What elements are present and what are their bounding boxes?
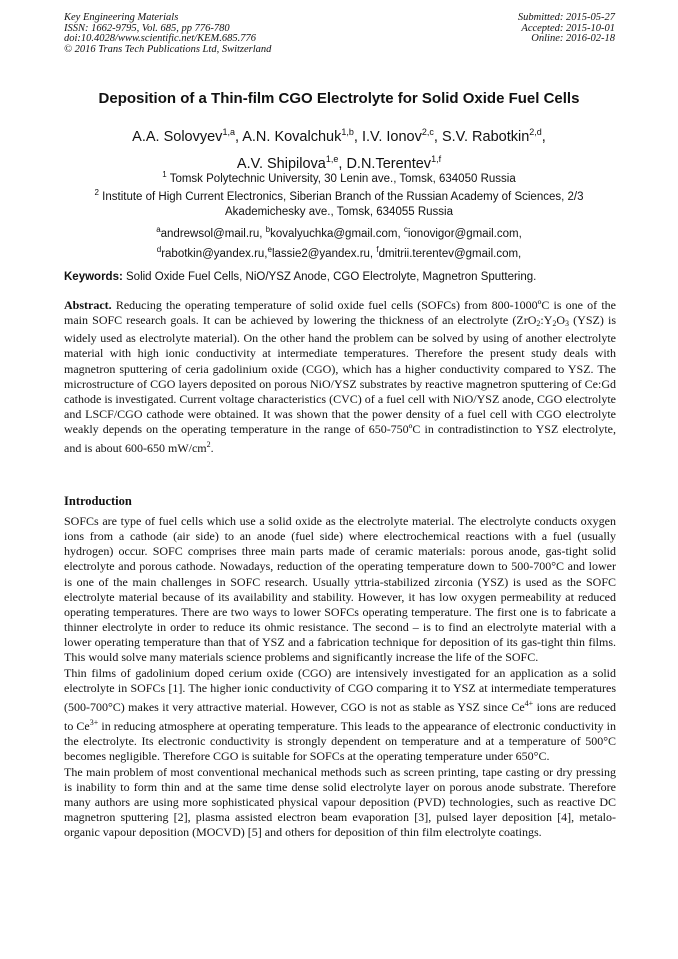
author: A.A. Solovyev$^{1,a}$	[132, 127, 235, 145]
abstract: Abstract. Reducing the operating temperature of solid oxide fuel cells (SOFCs) from 800-1000ºC is one of the main SOFC research goals. It can be achieved by lowering the thickness of an electrolyte ($ZrO_2:Y_2O_3$ (YSZ) is widely used as electrolyte material). On the other hand the problem can be solved by using of another electrolyte material with high ionic conductivity at intermediate temperatures. Therefore the present study deals with magnetron sputtering of ceria gadolinium oxide (CGO), which has a higher conductivity compared to YSZ. The microstructure of CGO layers deposited on porous NiO/YSZ substrates by reactive magnetron sputtering of Ce:Gd cathode is investigated. Current voltage characteristics (CVC) of a fuel cell with NiO/YSZ anode, CGO electrolyte and LSCF/CGO cathode were obtained. It was shown that the power density of a fuel cell with CGO electrolyte weakly depends on the operating temperature in the range of 650-750ºC in contradistinction to YSZ electrolyte, and is about 600-650 $mW/cm^2$.	[64, 298, 616, 456]
paragraph: Thin films of gadolinium doped cerium oxide (CGO) are intensively investigated for an application as a solid electrolyte in SOFCs [1]. The higher ionic conductivity of CGO comparing it to YSZ at intermediate temperatures (500-700°C) makes it very attractive material. However, CGO is not as stable as YSZ since $Ce^{4+}$ ions are reduced to $Ce^{3+}$ in reducing atmosphere at operating temperature. This leads to the appearance of electronic conductivity in the electrolyte. Its electronic conductivity is strongly dependent on temperature and at a temperature of 500°C becomes negligible. Therefore CGO is suitable for SOFCs at the operating temperature under 650°C.	[64, 665, 616, 764]
online-date: Online: 2016-02-18	[531, 33, 615, 45]
abstract-label: Abstract.	[64, 298, 112, 312]
affiliation: $^2$ Institute of High Current Electronics, Siberian Branch of the Russian Academy of Sciences, 2/3	[94, 188, 584, 204]
email[interactable]: $^b$kovalyuchka@gmail.com,	[265, 225, 401, 240]
email[interactable]: $^d$rabotkin@yandex.ru,	[156, 245, 268, 261]
journal-info	[64, 13, 271, 55]
introduction-body	[64, 514, 616, 840]
journal-issn: ISSN: 1662-9795, Vol. 685, pp 776-780	[64, 22, 230, 34]
submitted-date: Submitted: 2015-05-27	[517, 12, 615, 23]
affiliation: Akademichesky ave., Tomsk, 634055 Russia	[225, 205, 453, 218]
affiliation: $^1$ Tomsk Polytechnic University, 30 Lenin ave., Tomsk, 634050 Russia	[162, 170, 516, 185]
email[interactable]: $^f$dmitrii.terentev@gmail.com,	[376, 245, 522, 261]
author: A.V. Shipilova$^{1,e}$	[236, 153, 339, 172]
author: I.V. Ionov$^{2,c}$	[361, 127, 434, 145]
author-list: A.A. Solovyev$^{1,a}$, A.N. Kovalchuk$^{1,b}$, I.V. Ionov$^{2,c}$, S.V. Rabotkin$^{2,d}$, A.V. Shipilova$^{1,e}$, D.N.Terentev$^{1,f}$	[132, 127, 546, 172]
paragraph: SOFCs are type of fuel cells which use a solid oxide as the electrolyte material. The electrolyte conducts oxygen ions from a cathode (air side) to an anode (fuel side) where electrochemical reactions with a fuel (usually hydrogen) occur. SOFC comprises three main parts made of ceramic materials: porous anode, gas-tight solid electrolyte and porous cathode. Nowadays, reduction of the operating temperature down to 500-700°C and lower is one of the main challenges in SOFC research. Usually yttria-stabilized zirconia (YSZ) is used as the SOFC electrolyte material because of its availability and stability. However, it has low oxygen permeability at reduced operating temperatures. There are two ways to lower SOFCs operating temperature. The first one is to fabricate a thinner electrolyte in order to reduce its ohmic resistance. The second – is to find an electrolyte material with a lower operating temperature than that of YSZ and a fabrication technique for deposition of its gas-tight thin films. This would solve many materials science problems and significantly increase the life of the SOFC.	[64, 514, 616, 665]
affiliations	[50, 168, 628, 219]
email[interactable]: $^a$andrewsol@mail.ru,	[156, 225, 263, 240]
keywords-label: Keywords:	[64, 271, 123, 283]
keywords	[64, 271, 624, 283]
journal-doi[interactable]: doi:10.4028/www.scientific.net/KEM.685.776	[64, 33, 256, 45]
author: D.N.Terentev$^{1,f}$	[346, 153, 442, 172]
paragraph: The main problem of most conventional mechanical methods such as screen printing, tape casting or dry pressing is inability to form thin and at the same time dense solid electrolyte layer on porous anode substrate. Therefore many authors are using more sophisticated physical vapour deposition (PVD) technologies, such as reactive DC magnetron sputtering [2], plasma assisted electron beam evaporation [3], pulsed layer deposition [4], metalo-organic vapour deposition (MOCVD) [5] and others for deposition of thin film electrolyte coatings.	[64, 764, 616, 840]
accepted-date: Accepted: 2015-10-01	[521, 22, 615, 34]
journal-copyright: © 2016 Trans Tech Publications Ltd, Switzerland	[64, 43, 272, 55]
keywords-text: Solid Oxide Fuel Cells, NiO/YSZ Anode, CGO Electrolyte, Magnetron Sputtering.	[126, 271, 537, 283]
author: A.N. Kovalchuk$^{1,b}$	[242, 127, 354, 145]
submission-dates	[518, 13, 615, 45]
author: S.V. Rabotkin$^{2,d}$	[441, 127, 542, 145]
author-emails	[50, 222, 628, 263]
email[interactable]: $^e$lassie2@yandex.ru,	[267, 245, 374, 261]
paper-title: Deposition of a Thin-film CGO Electrolyte for Solid Oxide Fuel Cells	[98, 90, 580, 107]
introduction-heading: Introduction	[64, 494, 132, 508]
email[interactable]: $^c$ionovigor@gmail.com,	[403, 225, 522, 240]
journal-name: Key Engineering Materials	[64, 12, 179, 23]
